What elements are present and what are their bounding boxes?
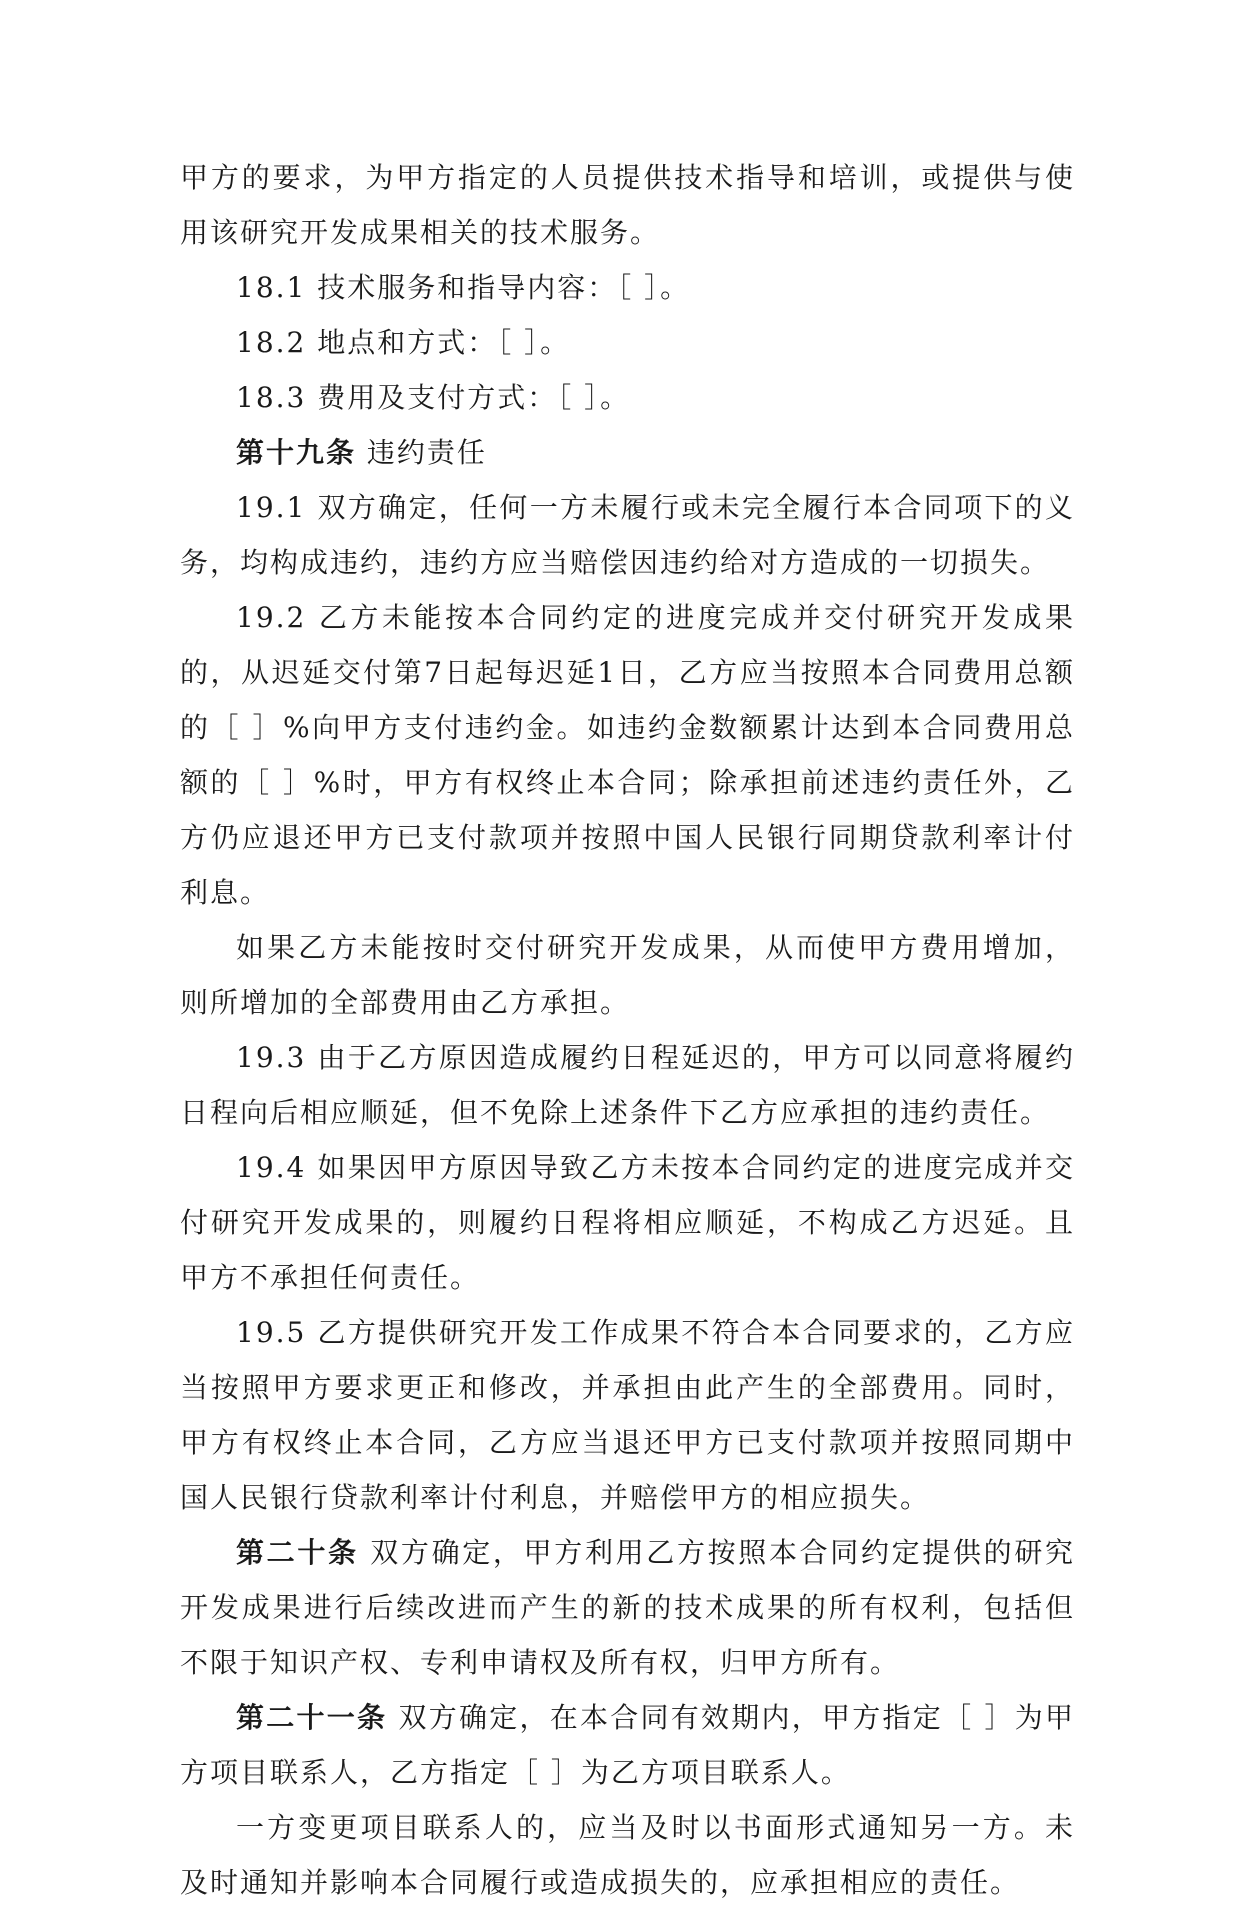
article-20-number: 第二十条 — [236, 1536, 359, 1569]
article-19-title: 违约责任 — [356, 436, 487, 469]
article-20-text: 双方确定，甲方利用乙方按照本合同约定提供的研究开发成果进行后续改进而产生的新的技术成果的所有权利，包括但不限于知识产权、专利申请权及所有权，归甲方所有。 — [180, 1536, 1075, 1679]
clause-18-3: 18.3 费用及支付方式：［ ］。 — [236, 381, 631, 414]
clause-18-2: 18.2 地点和方式：［ ］。 — [236, 326, 571, 359]
clause-18-1: 18.1 技术服务和指导内容：［ ］。 — [236, 271, 691, 304]
article-20 — [180, 1525, 1075, 1690]
article-21 — [180, 1690, 1075, 1800]
article-21-number: 第二十一条 — [236, 1701, 388, 1734]
article-19-number: 第十九条 — [236, 436, 357, 469]
clause-19-2-extra: 如果乙方未能按时交付研究开发成果，从而使甲方费用增加，则所增加的全部费用由乙方承担。 — [180, 931, 1075, 1019]
clause-19-1: 19.1 双方确定，任何一方未履行或未完全履行本合同项下的义务，均构成违约，违约方应当赔偿因违约给对方造成的一切损失。 — [180, 491, 1075, 579]
article-19-heading — [180, 425, 1075, 480]
clause-19-3: 19.3 由于乙方原因造成履约日程延迟的，甲方可以同意将履约日程向后相应顺延，但不免除上述条件下乙方应承担的违约责任。 — [180, 1041, 1075, 1129]
paragraph-continuation: 甲方的要求，为甲方指定的人员提供技术指导和培训，或提供与使用该研究开发成果相关的技术服务。 — [180, 161, 1075, 249]
article-21-extra: 一方变更项目联系人的，应当及时以书面形式通知另一方。未及时通知并影响本合同履行或造成损失的，应承担相应的责任。 — [180, 1811, 1075, 1899]
clause-19-2: 19.2 乙方未能按本合同约定的进度完成并交付研究开发成果的，从迟延交付第7日起每迟延1日，乙方应当按照本合同费用总额的［ ］%向甲方支付违约金。如违约金数额累计达到本合同费用总额的［ ］%时，甲方有权终止本合同；除承担前述违约责任外，乙方仍应退还甲方已支付款项并按照中国人民银行同期贷款利率计付利息。 — [180, 601, 1075, 909]
clause-19-4: 19.4 如果因甲方原因导致乙方未按本合同约定的进度完成并交付研究开发成果的，则履约日程将相应顺延，不构成乙方迟延。且甲方不承担任何责任。 — [180, 1151, 1075, 1294]
article-21-text: 双方确定，在本合同有效期内，甲方指定［ ］为甲方项目联系人，乙方指定［ ］为乙方项目联系人。 — [180, 1701, 1075, 1789]
contract-body — [180, 150, 1075, 1910]
clause-19-5: 19.5 乙方提供研究开发工作成果不符合本合同要求的，乙方应当按照甲方要求更正和修改，并承担由此产生的全部费用。同时，甲方有权终止本合同，乙方应当退还甲方已支付款项并按照同期中国人民银行贷款利率计付利息，并赔偿甲方的相应损失。 — [180, 1316, 1075, 1514]
